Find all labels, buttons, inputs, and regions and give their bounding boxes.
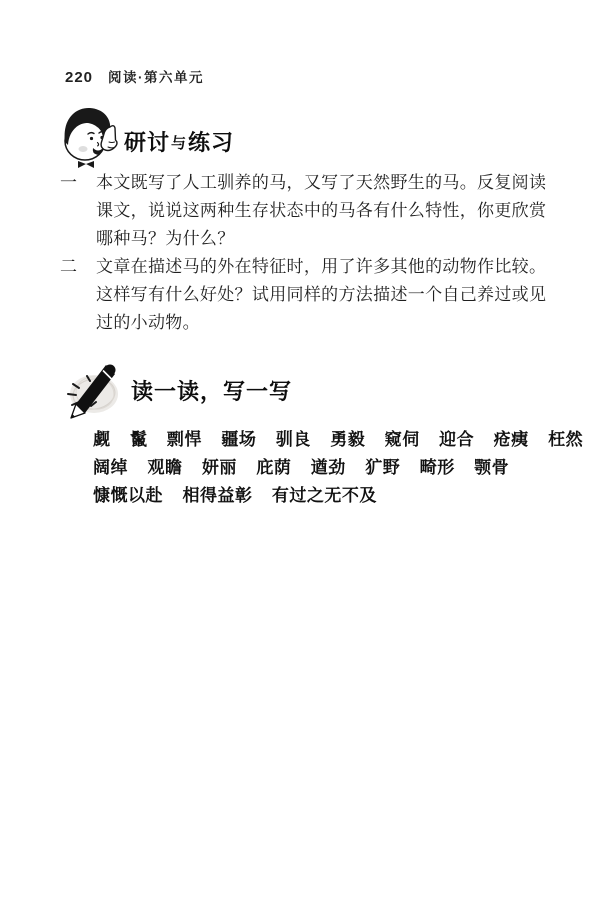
vocab-word: 鬣 [129,430,148,449]
read-write-section-header [64,363,120,419]
vocab-word: 畸形 [419,458,455,477]
question-text [96,169,560,253]
vocab-word: 妍丽 [201,458,237,477]
question-number: 二 [60,257,77,276]
title-text: 练习 [188,130,235,155]
vocab-word: 窥伺 [384,430,420,449]
vocab-word: 疆场 [221,430,257,449]
vocab-word: 颚骨 [474,458,510,477]
vocabulary-row [93,426,584,454]
vocabulary-list [93,426,584,510]
question-text [96,253,560,337]
vocab-word: 观瞻 [147,458,183,477]
vocab-word: 庇荫 [256,458,292,477]
question-line: 这样写有什么好处？试用同样的方法描述一个自己养过或见 [96,285,547,304]
vocab-word: 阔绰 [93,458,128,477]
vocabulary-row [93,454,573,482]
vocab-word: 枉然 [548,430,584,449]
title-char-small: 与 [171,135,188,152]
question-line: 过的小动物。 [96,313,200,332]
question-line: 课文，说说这两种生存状态中的马各有什么特性，你更欣赏 [96,201,547,220]
vocab-word: 相得益彰 [182,486,253,505]
question-line: 哪种马？为什么？ [96,229,235,248]
page-number: 220 [65,69,94,86]
section-title-read-write: 读一读，写一写 [131,379,293,404]
page-header [65,66,204,86]
question-number: 一 [60,173,77,192]
pointing-boy-icon [57,104,119,168]
question-item [60,169,560,253]
vocabulary-row [93,482,573,510]
vocab-word: 慷慨以赴 [93,486,163,505]
vocab-word: 遒劲 [310,458,346,477]
vocab-word: 迎合 [439,430,475,449]
page-header-title: 阅读·第六单元 [108,70,205,85]
section-title-discussion [124,126,234,157]
question-line: 文章在描述马的外在特征时，用了许多其他的动物作比较。 [96,257,547,276]
title-text: 研讨 [124,130,171,155]
vocab-word: 勇毅 [330,430,366,449]
vocab-word: 觑 [93,430,111,449]
vocab-word: 驯良 [275,430,311,449]
vocab-word: 有过之无不及 [271,486,377,505]
discussion-section-header [57,104,119,168]
question-item [60,253,560,337]
question-line: 本文既写了人工驯养的马，又写了天然野生的马。反复阅读 [96,173,547,192]
pencil-icon [64,363,120,419]
vocab-word: 疮痍 [493,430,529,449]
vocab-word: 犷野 [365,458,401,477]
vocab-word: 剽悍 [166,430,202,449]
questions-list [60,169,560,337]
